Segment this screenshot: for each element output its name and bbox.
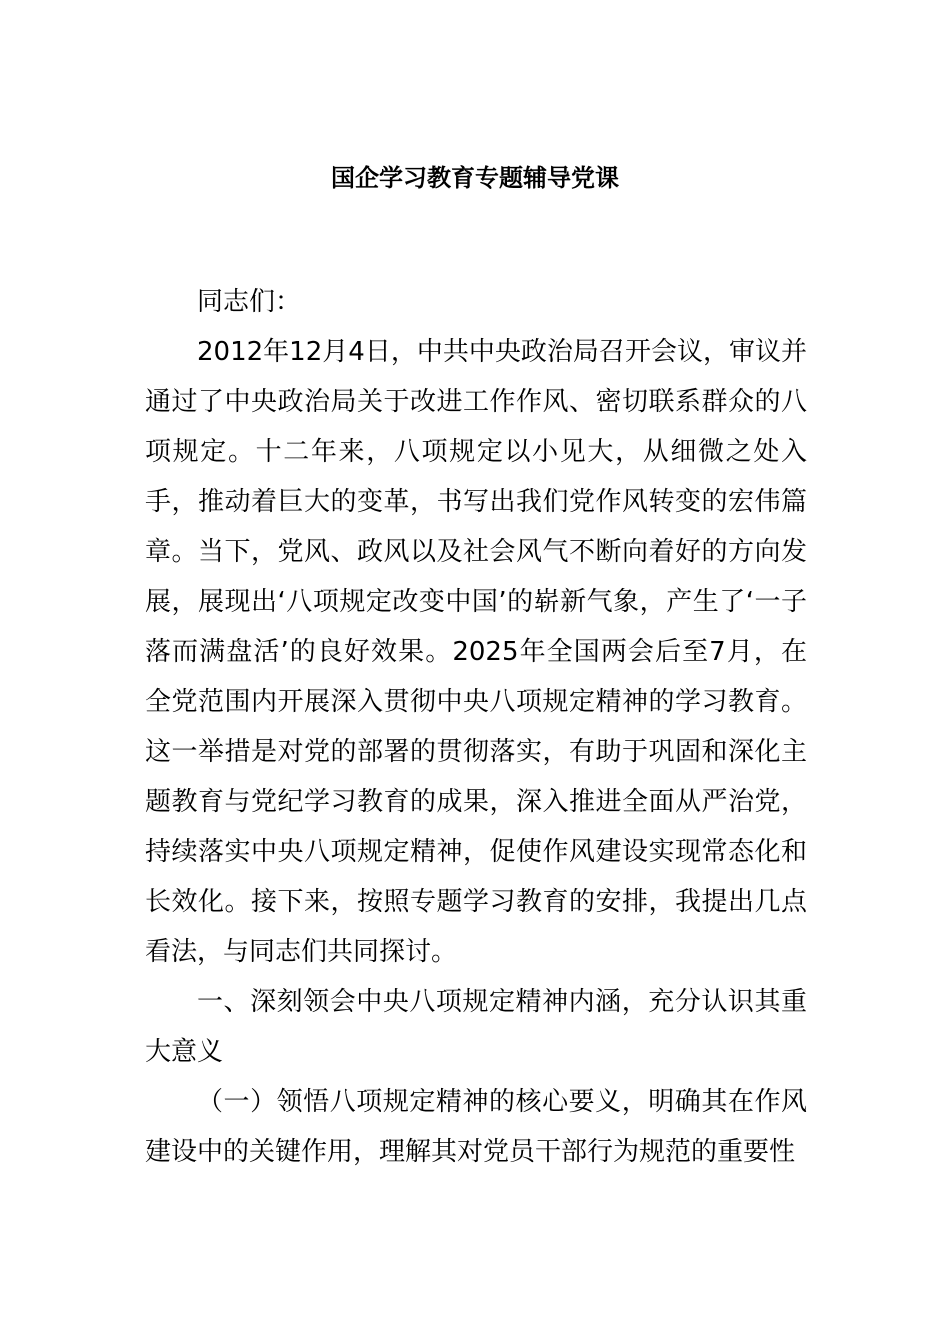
paragraph-1 bbox=[145, 327, 807, 977]
subsection-heading-1 bbox=[145, 1077, 807, 1177]
greeting bbox=[145, 277, 807, 327]
section-heading-1 bbox=[145, 977, 807, 1077]
greeting-text: 同志们： bbox=[197, 287, 302, 317]
subsection-heading-1-text: （一）领悟八项规定精神的核心要义，明确其在作风建设中的关键作用，理解其对党员干部行为规范的重要性 bbox=[145, 1087, 807, 1167]
document-title: 国企学习教育专题辅导党课 bbox=[331, 164, 619, 192]
section-heading-1-text: 一、深刻领会中央八项规定精神内涵，充分认识其重大意义 bbox=[145, 987, 807, 1067]
paragraph-1-text: 2012年12月4日，中共中央政治局召开会议，审议并通过了中央政治局关于改进工作作风、密切联系群众的八项规定。十二年来，八项规定以小见大，从细微之处入手，推动着巨大的变革，书写出我们党作风转变的宏伟篇章。当下，党风、政风以及社会风气不断向着好的方向发展，展现出‘八项规定改变中国’的崭新气象，产生了‘一子落而满盘活’的良好效果。2025年全国两会后至7月，在全党范围内开展深入贯彻中央八项规定精神的学习教育。这一举措是对党的部署的贯彻落实，有助于巩固和深化主题教育与党纪学习教育的成果，深入推进全面从严治党，持续落实中央八项规定精神，促使作风建设实现常态化和长效化。接下来，按照专题学习教育的安排，我提出几点看法，与同志们共同探讨。 bbox=[145, 337, 807, 967]
